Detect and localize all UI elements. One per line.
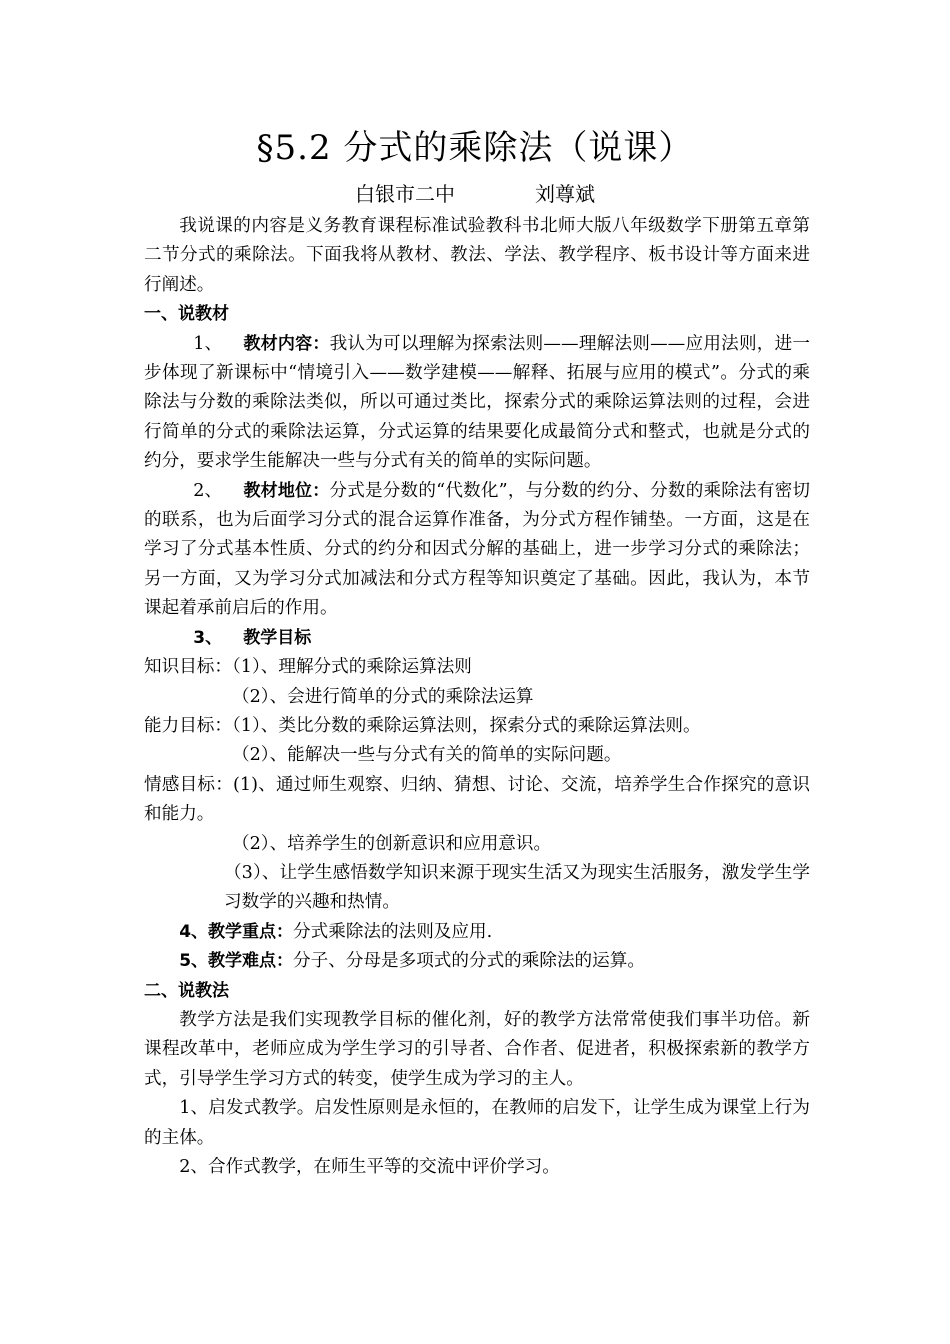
knowledge-goal-2: （2）、会进行简单的分式的乘除法运算 xyxy=(232,686,534,707)
item-label: 4、教学重点： xyxy=(179,921,294,942)
item-number: 1、 xyxy=(193,333,223,354)
section-heading-method: 二、说教法 xyxy=(144,980,229,1001)
ability-goal-2: （2）、能解决一些与分式有关的简单的实际问题。 xyxy=(232,745,622,766)
emotion-goal-1: 情感目标：(1)、通过师生观察、归纳、猜想、讨论、交流，培养学生合作探究的意识和能力。 xyxy=(144,774,810,825)
intro-paragraph: 我说课的内容是义务教育课程标准试验教科书北师大版八年级数学下册第五章第二节分式的乘除法。下面我将从教材、教法、学法、教学程序、板书设计等方面来进行阐述。 xyxy=(144,216,810,295)
item-number: 2、 xyxy=(193,480,223,501)
item-text: 分式乘除法的法则及应用. xyxy=(293,921,493,942)
method-intro: 教学方法是我们实现教学目标的催化剂，好的教学方法常常使我们事半功倍。新课程改革中，老师应成为学生学习的引导者、合作者、促进者，积极探索新的教学方式，引导学生学习方式的转变，使学生成为学习的主人。 xyxy=(144,1009,810,1089)
item-difficulty xyxy=(144,947,810,976)
method-item-1: 1、启发式教学。启发性原则是永恒的，在教师的启发下，让学生成为课堂上行为的主体。 xyxy=(144,1098,810,1148)
knowledge-goal-1: 知识目标：（1）、理解分式的乘除运算法则 xyxy=(144,657,472,678)
emotion-goal-2: （2）、培养学生的创新意识和应用意识。 xyxy=(232,833,552,854)
item-label: 教材地位： xyxy=(243,480,330,501)
item-content xyxy=(144,330,810,477)
item-key-point xyxy=(144,918,810,947)
emotion-goal-3: （3）、让学生感悟数学知识来源于现实生活又为现实生活服务，激发学生学习数学的兴趣和热情。 xyxy=(224,862,810,913)
item-text: 分子、分母是多项式的分式的乘除法的运算。 xyxy=(293,951,645,972)
method-item-2: 2、合作式教学，在师生平等的交流中评价学习。 xyxy=(179,1157,560,1177)
item-status xyxy=(144,477,810,624)
item-label: 5、教学难点： xyxy=(179,951,294,972)
section-heading-textbook: 一、说教材 xyxy=(144,304,229,325)
item-text: 分式是分数的“代数化”，与分数的约分、分数的乘除法有密切的联系，也为后面学习分式的混合运算作准备，为分式方程作铺垫。一方面，这是在学习了分式基本性质、分式的约分和因式分解的基础上，进一步学习分式的乘除法；另一方面，又为学习分式加减法和分式方程等知识奠定了基础。因此，我认为，本节课起着承前启后的作用。 xyxy=(144,480,811,619)
school-name: 白银市二中 xyxy=(355,182,455,206)
item-objectives xyxy=(144,624,810,653)
item-label: 教学目标 xyxy=(243,627,312,648)
item-number: 3、 xyxy=(193,627,223,648)
byline xyxy=(0,181,950,207)
author-name: 刘尊斌 xyxy=(535,182,595,206)
item-text: 我认为可以理解为探索法则——理解法则——应用法则，进一步体现了新课标中“情境引入——数学建模——解释、拓展与应用的模式”。分式的乘除法与分数的乘除法类似，所以可通过类比，探索分式的乘除运算法则的过程，会进行简单的分式的乘除法运算，分式运算的结果要化成最简分式和整式，也就是分式的约分，要求学生能解决一些与分式有关的简单的实际问题。 xyxy=(144,333,810,472)
document-body xyxy=(144,212,810,1182)
ability-goal-1: 能力目标：（1）、类比分数的乘除运算法则，探索分式的乘除运算法则。 xyxy=(144,715,701,736)
document-title: §5.2 分式的乘除法（说课） xyxy=(256,128,694,168)
item-label: 教材内容： xyxy=(243,333,330,354)
